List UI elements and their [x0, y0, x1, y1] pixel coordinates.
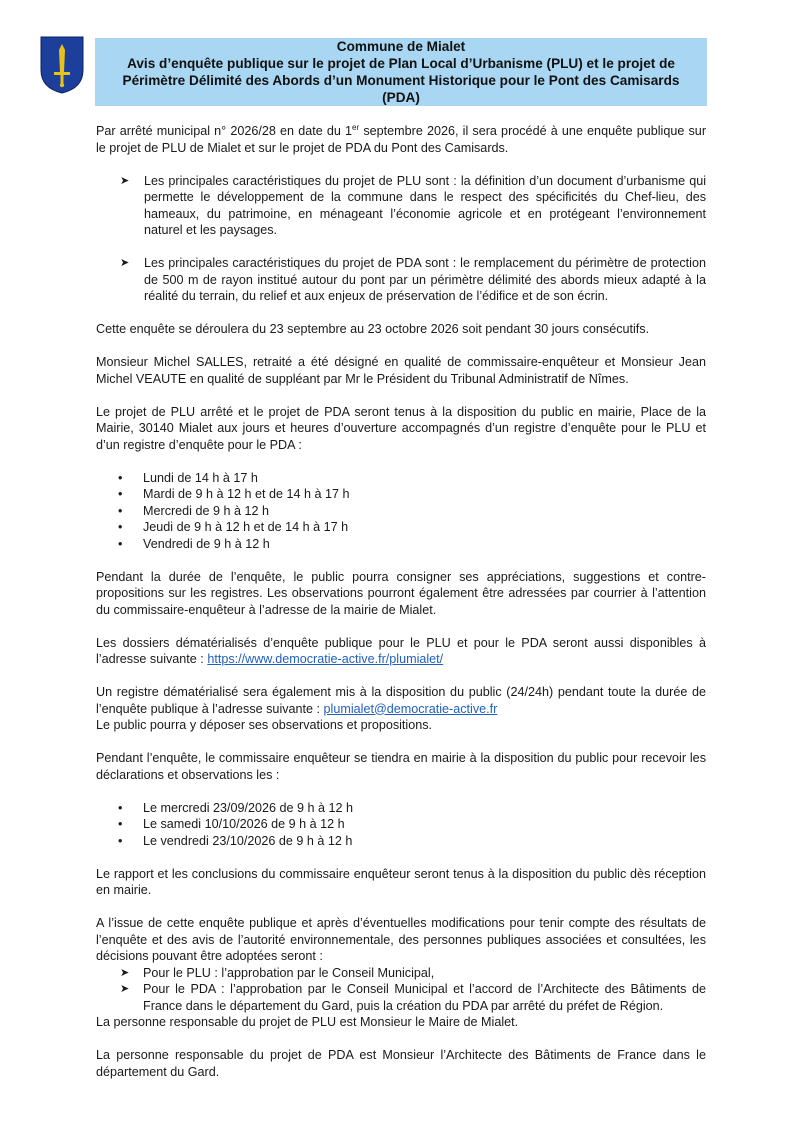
arrowhead-bullet-icon: ➤ [120, 983, 130, 995]
decisions-intro: A l’issue de cette enquête publique et après d’éventuelles modifications pour tenir compte des résultats de l’enquête et des avis de l’autorité environnementale, des personnes publiques associées et consultées, les décisions pouvant être adoptées seront : [96, 916, 706, 963]
commune-title: Commune de Mialet [336, 39, 466, 54]
arrowhead-bullet-icon: ➤ [120, 174, 130, 187]
plu-responsible: La personne responsable du projet de PLU est Monsieur le Maire de Mialet. [96, 1015, 519, 1029]
permanences-intro: Pendant l’enquête, le commissaire enquêteur se tiendra en mairie à la disposition du public pour recevoir les déclarations et observations les : [96, 751, 706, 782]
list-item: • Le vendredi 23/10/2026 de 9 h à 12 h [118, 833, 353, 848]
round-bullet-icon: • [118, 470, 123, 485]
decision-pda: ➤ Pour le PDA : l’approbation par le Conseil Municipal et l’accord de l’Architecte des Bâtiments de France dans le département du Gard, puis la création du PDA par arrêté du préfet de Région. [120, 982, 706, 1013]
online-register-paragraph: Un registre dématérialisé sera également mis à la disposition du public (24/24h) pendant toute la durée de l’enquête publique à l’adresse suivante : plumialet@democratie-active.fr [96, 685, 706, 716]
intro-paragraph: Par arrêté municipal n° 2026/28 en date du 1er septembre 2026, il sera procédé à une enquête publique sur le projet de PLU de Mialet et sur le projet de PDA du Pont des Camisards. [96, 122, 707, 155]
list-item: • Le samedi 10/10/2026 de 9 h à 12 h [118, 817, 345, 831]
online-files-paragraph: Les dossiers dématérialisés d’enquête publique pour le PLU et pour le PDA seront aussi disponibles à l’adresse suivante : https://www.democratie-active.fr/plumialet/ [96, 635, 706, 666]
round-bullet-icon: • [118, 817, 123, 831]
arrowhead-bullet-icon: ➤ [120, 257, 130, 269]
public-comments-paragraph: Pendant la durée de l’enquête, le public pourra consigner ses appréciations, suggestions et contre-propositions sur les registres. Les observations pourront également être adressées par courrier à l’attention du commissaire-enquêteur à l’adresse de la mairie de Mialet. [96, 569, 706, 617]
round-bullet-icon: • [118, 520, 123, 534]
list-item: • Jeudi de 9 h à 12 h et de 14 h à 17 h [118, 520, 349, 534]
register-email-link[interactable]: plumialet@democratie-active.fr [323, 701, 498, 716]
online-files-link[interactable]: https://www.democratie-active.fr/plumialet/ [207, 652, 444, 666]
round-bullet-icon: • [118, 503, 123, 518]
round-bullet-icon: • [118, 833, 123, 848]
notice-body [96, 123, 706, 1080]
round-bullet-icon: • [118, 536, 123, 551]
list-item: • Vendredi de 9 h à 12 h [118, 536, 270, 551]
list-item: • Lundi de 14 h à 17 h [118, 470, 258, 485]
municipal-crest-icon [40, 36, 84, 94]
list-item: • Le mercredi 23/09/2026 de 9 h à 12 h [118, 800, 354, 815]
permanences-list [96, 800, 706, 850]
round-bullet-icon: • [118, 800, 123, 815]
decision-plu: ➤ Pour le PLU : l’approbation par le Conseil Municipal, [120, 965, 435, 980]
online-register-note: Le public pourra y déposer ses observations et propositions. [96, 718, 433, 732]
round-bullet-icon: • [118, 487, 123, 501]
dates-paragraph: Cette enquête se déroulera du 23 septembre au 23 octobre 2026 soit pendant 30 jours consécutifs. [96, 322, 650, 336]
report-paragraph: Le rapport et les conclusions du commissaire enquêteur seront tenus à la disposition du public dès réception en mairie. [96, 866, 706, 897]
feature-plu: ➤ Les principales caractéristiques du projet de PLU sont : la définition d’un document d’urbanisme qui permette le développement de la commune dans le respect des spécificités du Chef-lieu, des hameaux, du patrimoine, en ménageant l’économie agricole et en protégeant l’environnement naturel et les paysages. [120, 173, 706, 237]
notice-header [95, 38, 707, 106]
commissioner-paragraph: Monsieur Michel SALLES, retraité a été désigné en qualité de commissaire-enquêteur et Monsieur Jean Michel VEAUTE en qualité de suppléant par Mr le Président du Tribunal Administratif de Nîmes. [96, 355, 706, 386]
availability-paragraph: Le projet de PLU arrêté et le projet de PDA seront tenus à la disposition du public en mairie, Place de la Mairie, 30140 Mialet aux jours et heures d’ouverture accompagnés d’un registre d’enquête pour le PLU et d’un registre d’enquête pour le PDA : [96, 404, 706, 452]
feature-pda: ➤ Les principales caractéristiques du projet de PDA sont : le remplacement du périmètre de protection de 500 m de rayon institué autour du pont par un périmètre délimité des abords mieux adapté à la réalité du terrain, du relief et aux enjeux de préservation de l’édifice et de son écrin. [120, 256, 706, 303]
notice-title-line-2: Périmètre Délimité des Abords d’un Monument Historique pour le Pont des Camisards [122, 73, 680, 88]
opening-hours-list [96, 470, 706, 553]
arrowhead-bullet-icon: ➤ [120, 966, 130, 979]
pda-responsible: La personne responsable du projet de PDA est Monsieur l’Architecte des Bâtiments de France dans le département du Gard. [96, 1048, 706, 1079]
list-item: • Mardi de 9 h à 12 h et de 14 h à 17 h [118, 487, 350, 501]
notice-title-line-3: (PDA) [382, 90, 420, 105]
list-item: • Mercredi de 9 h à 12 h [118, 503, 270, 518]
notice-title-line-1: Avis d’enquête publique sur le projet de Plan Local d’Urbanisme (PLU) et le projet de [127, 56, 675, 71]
